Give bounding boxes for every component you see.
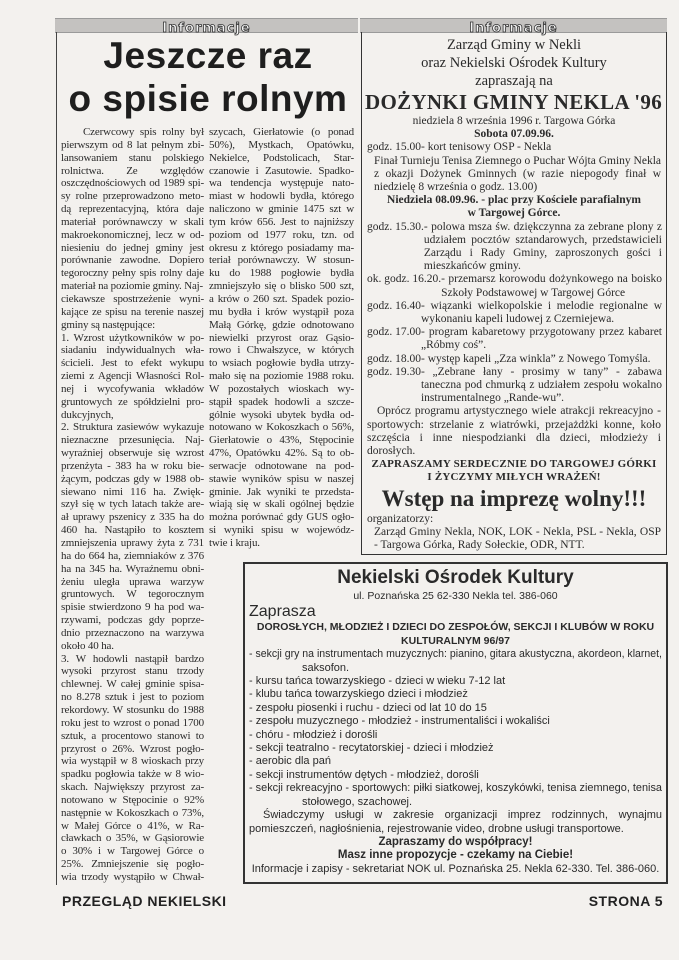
text-line: 1. Wzrost użytkowników w po- [61, 331, 204, 344]
nok-section-item [245, 769, 666, 782]
schedule-text: - program kabaretowy przygotowany przez kabaret „Róbmy coś”. [420, 326, 662, 352]
item-text: - sekcji gry na instrumentach muzycznych: pianino, gitara akustyczna, akordeon, klarnet, [249, 648, 662, 661]
text-line: przyrost o 26%. Wzrost pogło- [61, 742, 204, 755]
text-line: stawie wyników spisu w naszej [209, 472, 354, 485]
saturday-item [362, 141, 666, 154]
text-line: niesieniu do jednej gminy jest [61, 241, 204, 254]
text-line: Gierłatowie o 43%, Stępocinie [209, 434, 354, 447]
event-title: DOŻYNKI GMINY NEKLA '96 [365, 90, 662, 114]
text-line: mało się na poziomie 1988 roku. [209, 370, 354, 383]
schedule-time: godz. 18.00 [367, 352, 421, 365]
text-line: skach. Największy przyrost za- [61, 781, 204, 794]
section-header-left [55, 18, 358, 36]
nok-title: Nekielski Ośrodek Kultury [337, 567, 574, 588]
text-line: gruntowych ze spółdzielni pro- [61, 395, 204, 408]
text-line: materiał porównawczy w skali [61, 215, 204, 228]
article-column-left [61, 126, 204, 884]
text-line: spisie stwierdzono 9 ha pod wa- [61, 601, 204, 614]
text-line: żącym, podczas gdy w 1988 ob- [61, 472, 204, 485]
text-line: żeniu uległa uprawa warzyw [61, 575, 204, 588]
article-headline [60, 34, 356, 120]
text-line: lansowaniem stanu polskiego [61, 151, 204, 164]
nok-section-item [245, 715, 666, 728]
text-line: chlewnej. W całej gminie spisa- [61, 678, 204, 691]
text-line: siadaniu indywidualnych wła- [61, 344, 204, 357]
text-line: przenżyta - 383 ha w roku bie- [61, 459, 204, 472]
invite-text: zapraszają na [475, 73, 553, 89]
nok-cooperation: Zapraszamy do współpracy! [378, 835, 533, 848]
text-line: ha do 664 ha, ziemniaków z 376 [61, 549, 204, 562]
text-line: si wyniki spisu w wojewódz- [209, 524, 354, 537]
text-line: dukcyjnych, [61, 408, 114, 421]
nok-caps-line-2: KULTURALNYM 96/97 [401, 634, 510, 647]
organizer-line-2: oraz Nekielski Ośrodek Kultury [421, 55, 607, 71]
nok-invite: Zaprasza [249, 603, 316, 621]
schedule-text: - występ kapeli „Zza winkla” z Nowego Tomyśla. [420, 352, 651, 365]
text-line: w Małej Górce o 41%, w Ra- [61, 819, 204, 832]
text-line: o 30% i w Targowej Górce o [61, 845, 204, 858]
item-text: - kursu tańca towarzyskiego - dzieci w wieku 7-12 lat [249, 675, 506, 688]
section-header-text: Informacje [162, 21, 251, 36]
text-line: gruntowych. W tegorocznym [61, 588, 204, 601]
schedule-time: godz. 15.30. [367, 220, 424, 233]
item-text-continued: stołowego, szachowej. [302, 795, 413, 808]
organizers-label: organizatorzy: [367, 512, 434, 525]
item-text: - zespołu muzycznego - młodzież - instrumentaliści i wokaliści [249, 715, 550, 728]
text-line: to wsiach pogłowie bydła utrzy- [209, 357, 354, 370]
publication-name: PRZEGLĄD NEKIELSKI [62, 893, 227, 909]
text-line: nej i wycofywania wkładów [61, 382, 204, 395]
text-line: czanowie i Zasutowie. Spadko- [209, 164, 354, 177]
text-line: gminy są następujące: [61, 318, 155, 331]
text-line: twie i kraju. [209, 537, 260, 549]
schedule-item [362, 300, 666, 326]
schedule-time: godz. 16.40 [367, 299, 421, 312]
item-text: - chóru - młodzież i dorośli [249, 728, 378, 741]
text-line: tym krów 656. Jest to najniższy [209, 215, 354, 228]
nok-proposals: Masz inne propozycje - czekamy na Ciebie! [337, 849, 574, 862]
text-line: wia wystąpił w 8 wioskach przy [61, 755, 204, 768]
text-line: siewano nimi 116 ha. Zwięk- [61, 485, 204, 498]
text-line: miast w hodowli bydła, którego [209, 190, 354, 203]
sunday-heading: Niedziela 08.09.96. - plac przy Kościele parafialnym w Targowej Górce. [387, 194, 641, 220]
nok-services: Świadczymy usługi w zakresie organizacji imprez rodzinnych, wynajmu pomieszczeń, nagłośnienia, rejestrowanie video, drobne usługi transportowe. [249, 809, 662, 835]
nok-section-item [245, 729, 666, 742]
nok-section-item [245, 742, 666, 755]
text-line: wa tendencja występuje nato- [209, 177, 354, 190]
nok-section-item [245, 648, 666, 675]
schedule-text: - przemarsz korowodu dożynkowego na boisko Szkoły Podstawowej w Targowej Górce [441, 273, 662, 299]
text-line: 460 ha. Nastąpiło to kosztem [61, 524, 204, 537]
schedule-time: godz. 19.30 [367, 365, 421, 378]
headline-line-2: o spisie rolnym [68, 78, 348, 119]
schedule-item [362, 366, 666, 406]
text-line: nieznaczne przesunięcia. Naj- [61, 434, 204, 447]
text-line: zmniejszyło się o blisko 500 szt, [209, 280, 354, 293]
text-line: roku jest to wzrost o ponad 1700 [61, 716, 204, 729]
schedule-text: - „Zebrane łany - prosimy w tany” - zabawa taneczna pod chmurką z udziałem zespołu wokalno instrumentalnego „Rande-wu”. [420, 365, 662, 405]
text-line: gminie. Jak wyniki te przedsta- [209, 485, 354, 498]
text-line: rekordowy. W stosunku do 1988 [61, 703, 204, 716]
text-line: rolnictwa. Ze względów [61, 164, 204, 177]
schedule-item [362, 221, 666, 274]
text-line: Małą Górkę, gdzie odnotowano [209, 318, 354, 331]
text-line: ziemi z Agencji Własności Rol- [61, 370, 204, 383]
text-line: szył się w tych latach także are- [61, 498, 204, 511]
schedule-item [362, 273, 666, 299]
dozynki-announcement [361, 32, 667, 555]
text-line: około 40 ha. [61, 639, 114, 652]
nok-section-item [245, 782, 666, 809]
text-line: notowano w Stępocinie o 92% [61, 793, 204, 806]
text-line: wiają się w skali ogólnej będzie [209, 498, 354, 511]
organizer-line-1: Zarząd Gminy w Nekli [446, 37, 582, 53]
organizers-list: Zarząd Gminy Nekla, NOK, LOK - Nekla, PSL - Nekla, OSP - Targowa Górka, Rady Sołeckie, ODR, NTT. [374, 525, 661, 552]
text-line: Nekielce, Podstolicach, Star- [209, 151, 354, 164]
schedule-item [362, 326, 666, 352]
nok-section-item [245, 688, 666, 701]
caps-line-2: I ŻYCZYMY MIŁYCH WRAŻEŃ! [427, 471, 601, 484]
section-header-text: Informacje [469, 21, 558, 36]
text-line: Czerwcowy spis rolny był [83, 126, 204, 138]
section-header-right [360, 18, 667, 36]
text-line: cławkach o 35%, w Gąsiorowie [61, 832, 204, 845]
schedule-time: ok. godz. 16.20. [367, 273, 442, 286]
text-line: ciekawsze spostrzeżenie wyni- [61, 292, 204, 305]
text-line: makroekonomicznej, lecz w od- [61, 228, 204, 241]
sunday-schedule [362, 221, 666, 406]
text-line: rowo i Chwałszyce, w których [209, 344, 354, 357]
text-line: porównanie zawodne. Dopiero [61, 254, 204, 267]
text-line: można porównać gdy GUS ogło- [209, 511, 354, 524]
text-line: wysoki przyrost stanu trzody [61, 665, 204, 678]
text-line: serwacje odnotowane na pod- [209, 459, 354, 472]
text-line: oszczędnościowych od 1989 spi- [61, 177, 204, 190]
text-line: no 8.278 sztuk i jest to poziom [61, 691, 204, 704]
text-line: rzywami, podczas gdy poprze- [61, 614, 204, 627]
item-text: - sekcji teatralno - recytatorskiej - dzieci i młodzież [249, 742, 494, 755]
text-line: następnie w Kokoszkach o 73%, [61, 806, 204, 819]
page-number: STRONA 5 [588, 893, 663, 909]
schedule-time: godz. 17.00 [367, 326, 421, 339]
text-line: naliczono w gminie 1475 szt w [209, 203, 354, 216]
text-line: pierwszym od 8 lat pełnym zbi- [61, 138, 204, 151]
text-line: a krów o 260 szt. Spadek pozio- [209, 292, 354, 305]
item-text: - zespołu piosenki i ruchu - dzieci od lat 10 do 15 [249, 701, 487, 714]
schedule-time: godz. 15.00 [367, 141, 421, 154]
nok-announcement [243, 562, 668, 884]
text-line: spadku pogłowia także w 8 wio- [61, 768, 204, 781]
text-line: gólnie wysoki ubytek bydła od- [209, 408, 354, 421]
text-line: sztuk, a procentowo stanowi to [61, 729, 204, 742]
text-line: teriał porównawczy. W stosun- [209, 254, 354, 267]
text-line: sy rolne przeprowadzono meto- [61, 190, 204, 203]
text-line: 25%. Zmniejszenie się pogło- [61, 858, 204, 871]
text-line: wia trzody wystąpiło w Chwał- [61, 870, 204, 883]
text-line: notowano w Kokoszkach o 56%, [209, 421, 354, 434]
item-text: - aerobic dla pań [249, 755, 331, 768]
text-line: 3. W hodowli nastąpił bardzo [61, 652, 204, 665]
nok-address: ul. Poznańska 25 62-330 Nekla tel. 386-060 [353, 590, 558, 602]
text-line: mu bydła i krów wystąpił poza [209, 305, 354, 318]
event-date: niedziela 8 września 1996 r. Targowa Górka [412, 115, 616, 127]
nok-caps-line-1: DOROSŁYCH, MŁODZIEŻ I DZIECI DO ZESPOŁÓW, SEKCJI I KLUBÓW W ROKU [256, 621, 655, 634]
text-line: szycach, Gierłatowie (o ponad [209, 126, 354, 138]
nok-sections-list [245, 648, 666, 809]
text-line: 2. Struktura zasiewów wykazuje [61, 421, 204, 434]
text-line: wyraźniej obserwuje się wzrost [61, 447, 204, 460]
schedule-item [362, 353, 666, 366]
schedule-text: - polowa msza św. dziękczynna za zebrane plony z udziałem pocztów sztandarowych, przedstawicieli Zarządu i Rady Gminy, zaproszonych gości i mieszkańców gminy. [423, 220, 662, 273]
schedule-text: - wiązanki wielkopolskie i melodie regionalne w wykonaniu kapeli ludowej z Czerniejewa. [420, 299, 662, 326]
text-line: 50%), Mystkach, Opatówku, [209, 138, 354, 151]
item-text: - sekcji rekreacyjno - sportowych: piłki siatkowej, koszykówki, tenisa ziemnego, tenisa [249, 782, 662, 795]
item-text: - klubu tańca towarzyskiego dzieci i młodzież [249, 688, 468, 701]
text-line: W pozostałych wioskach wy- [209, 382, 354, 395]
text-line: tegoroczny pełny spis rolny daje [61, 267, 204, 280]
extras-text: Oprócz programu artystycznego wiele atrakcji rekreacyjno - sportowych: strzelanie z wiatrówki, przejażdżki konne, koło szczęścia i inne niespodzianki dla dzieci, młodzieży i dorosłych. [367, 405, 661, 458]
nok-section-item [245, 675, 666, 688]
text-line: ścicieli. Jest to efekt wykupu [61, 357, 204, 370]
entry-free-slogan: Wstęp na imprezę wolny!!! [381, 485, 647, 511]
saturday-note: Finał Turnieju Tenisa Ziemnego o Puchar Wójta Gminy Nekla z okazji Dożynek Gminnych (w razie niepogody finał w niedzielę 8 września o godz. 13.00) [374, 154, 661, 194]
nok-section-item [245, 755, 666, 768]
text-line: poziom od 1977 roku, tzn. od [209, 228, 354, 241]
text-line: niewielki przyrost oraz Gąsio- [209, 331, 354, 344]
text-line: dą reprezentacyjną, która daje [61, 203, 204, 216]
text-line: ał uprawy pszenicy z 335 ha do [61, 511, 204, 524]
text-line: ha na 345 ha. Wyraźnemu obni- [61, 562, 204, 575]
item-text-continued: saksofon. [302, 661, 350, 674]
text-line: 47%, Opatówku 42%. Są to ob- [209, 447, 354, 460]
schedule-text: - kort tenisowy OSP - Nekla [420, 141, 552, 154]
article-column-middle [209, 126, 354, 550]
text-line: ku do 1988 pogłowie bydła [209, 267, 354, 280]
text-line: kające ze spisu na terenie naszej [61, 305, 204, 318]
nok-section-item [245, 702, 666, 715]
text-line: materiał na poziomie gminy. Naj- [61, 280, 203, 293]
text-line: dnio przeznaczono na warzywa [61, 626, 204, 639]
saturday-heading: Sobota 07.09.96. [474, 128, 554, 141]
headline-line-1: Jeszcze raz [103, 35, 313, 76]
text-line: stąpił spadek hodowli a szcze- [209, 395, 354, 408]
text-line: okresu z którego posiadamy ma- [209, 241, 354, 254]
item-text: - sekcji instrumentów dętych - młodzież, dorośli [249, 768, 479, 781]
nok-contact: Informacje i zapisy - sekretariat NOK ul. Poznańska 25. Nekla 62-330. Tel. 386-060. [251, 862, 660, 875]
caps-line-1: ZAPRASZAMY SERDECZNIE DO TARGOWEJ GÓRKI [371, 458, 657, 471]
text-line: zmniejszenia uprawy żyta z 731 [61, 537, 204, 549]
